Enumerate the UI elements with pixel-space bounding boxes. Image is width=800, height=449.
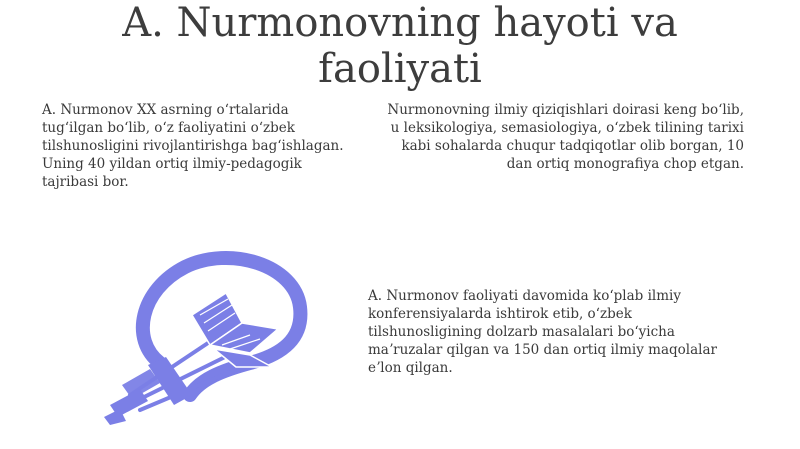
paragraph-conferences: A. Nurmonov faoliyati davomida koʻplab ilmiy konferensiyalarda ishtirok etib, oʻzbek tilshunosligining dolzarb masalalari boʻyicha maʼruzalar qilgan va 150 dan ortiq ilmiy maqolalar eʼlon qilgan. bbox=[368, 288, 717, 376]
slide-title: A. Nurmonovning hayoti va faoliyati bbox=[122, 0, 678, 92]
lightbulb-with-book-icon bbox=[100, 245, 315, 425]
paragraph-research-interests: Nurmonovning ilmiy qiziqishlari doirasi keng boʻlib, u leksikologiya, semasiologiya, oʻzbek tilining tarixi kabi sohalarda chuqur tadqiqotlar olib borgan, 10 dan ortiq monografiya chop etgan. bbox=[387, 102, 744, 172]
paragraph-biography: A. Nurmonov XX asrning oʻrtalarida tugʻilgan boʻlib, oʻz faoliyatini oʻzbek tilshunosligini rivojlantirishga bagʻishlagan. Uning 40 yildan ortiq ilmiy-pedagogik tajribasi bor. bbox=[42, 102, 344, 190]
